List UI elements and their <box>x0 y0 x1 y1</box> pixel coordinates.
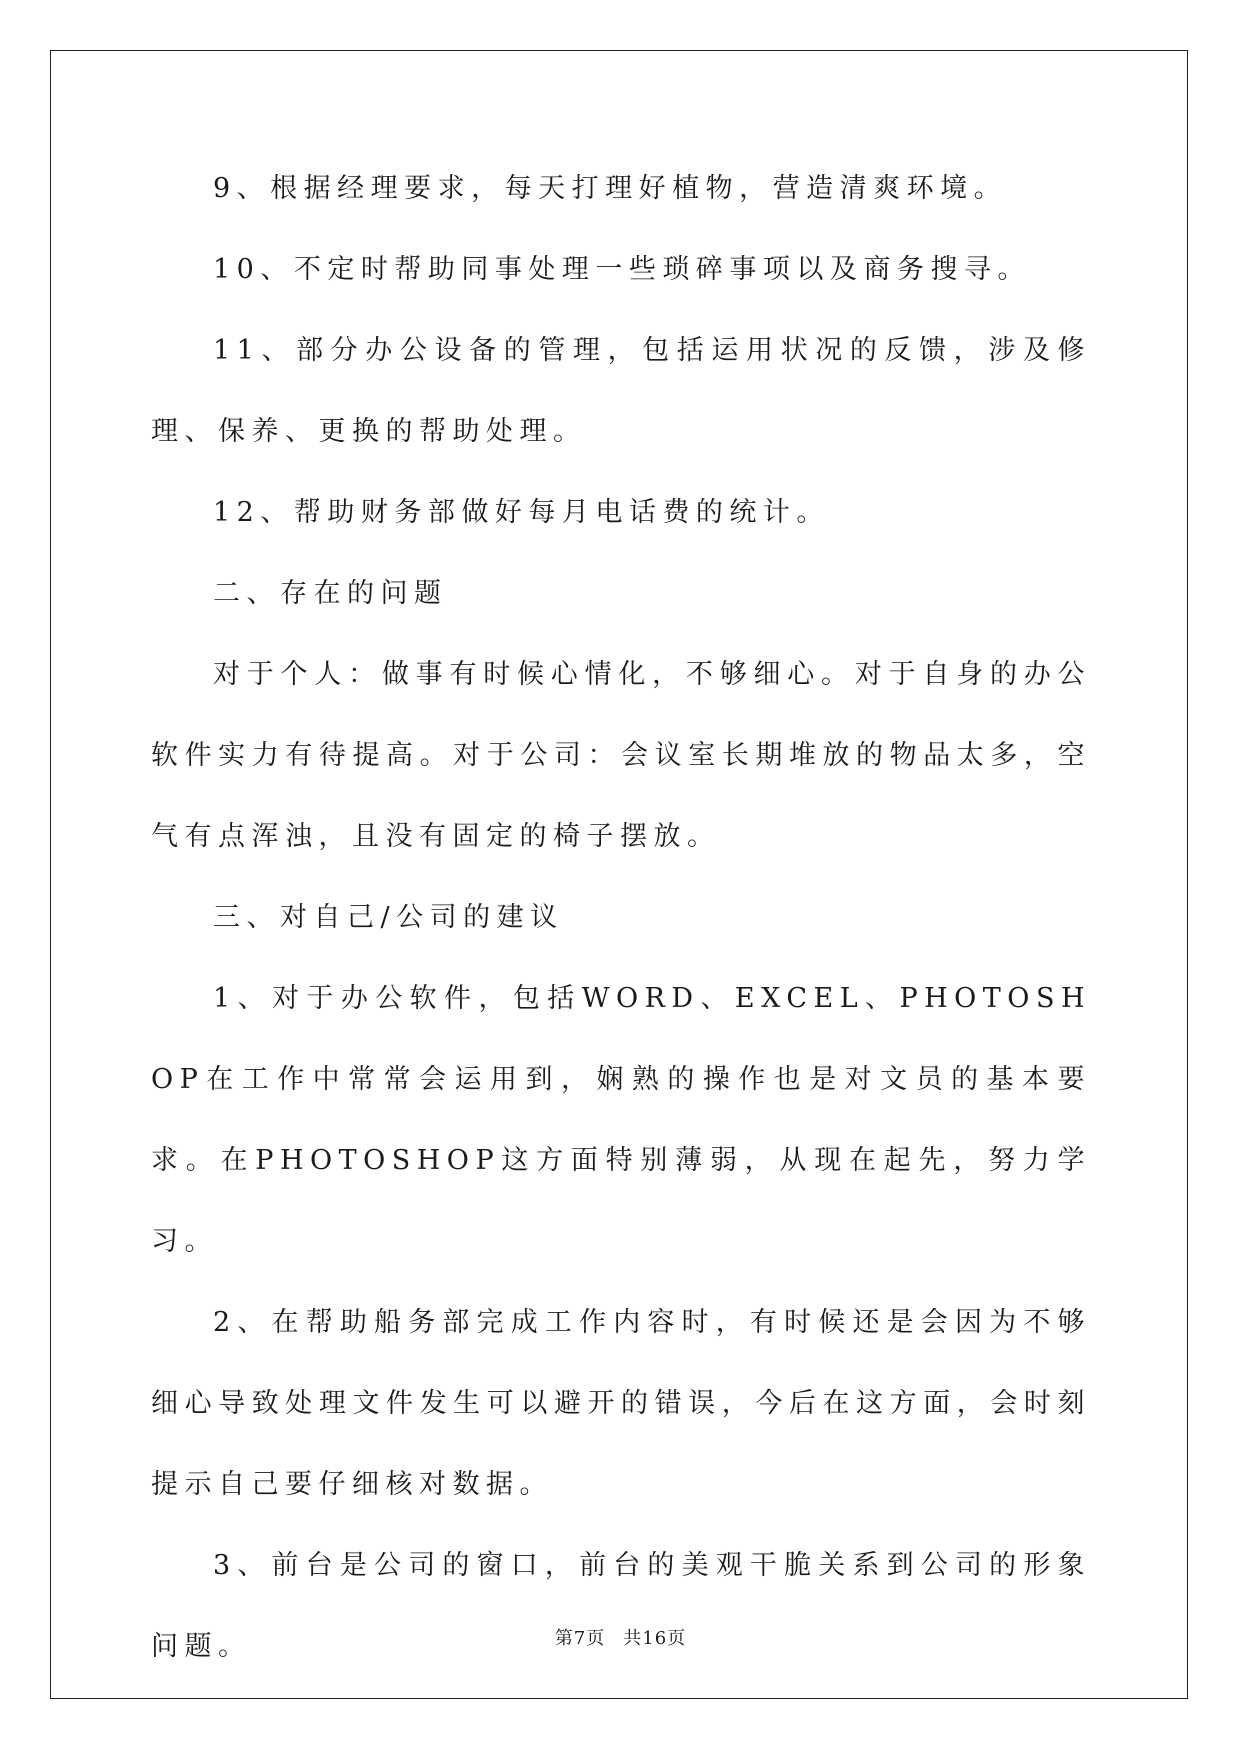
page-footer <box>0 1624 1241 1650</box>
document-body <box>151 148 1091 1687</box>
paragraph-item-9: 9、根据经理要求，每天打理好植物，营造清爽环境。 <box>213 173 1008 204</box>
section-heading-problems: 二、存在的问题 <box>213 578 448 609</box>
paragraph-item-12: 12、帮助财务部做好每月电话费的统计。 <box>213 497 830 528</box>
paragraph-suggestion-2: 2、在帮助船务部完成工作内容时，有时候还是会因为不够细心导致处理文件发生可以避开的错误，今后在这方面，会时刻提示自己要仔细核对数据。 <box>151 1307 1091 1500</box>
paragraph-problems: 对于个人：做事有时候心情化，不够细心。对于自身的办公软件实力有待提高。对于公司：会议室长期堆放的物品太多，空气有点浑浊，且没有固定的椅子摆放。 <box>151 659 1091 852</box>
section-heading-suggestions: 三、对自己/公司的建议 <box>213 902 564 933</box>
paragraph-item-10: 10、不定时帮助同事处理一些琐碎事项以及商务搜寻。 <box>213 254 1031 285</box>
paragraph-suggestion-3: 3、前台是公司的窗口，前台的美观干脆关系到公司的形象问题。 <box>151 1550 1091 1662</box>
page-total: 共16页 <box>623 1628 687 1649</box>
paragraph-suggestion-1: 1、对于办公软件，包括WORD、EXCEL、PHOTOSHOP在工作中常常会运用到，娴熟的操作也是对文员的基本要求。在PHOTOSHOP这方面特别薄弱，从现在起先，努力学习。 <box>151 983 1091 1257</box>
paragraph-item-11: 11、部分办公设备的管理，包括运用状况的反馈，涉及修理、保养、更换的帮助处理。 <box>151 335 1091 447</box>
page-number: 第7页 <box>554 1628 606 1649</box>
